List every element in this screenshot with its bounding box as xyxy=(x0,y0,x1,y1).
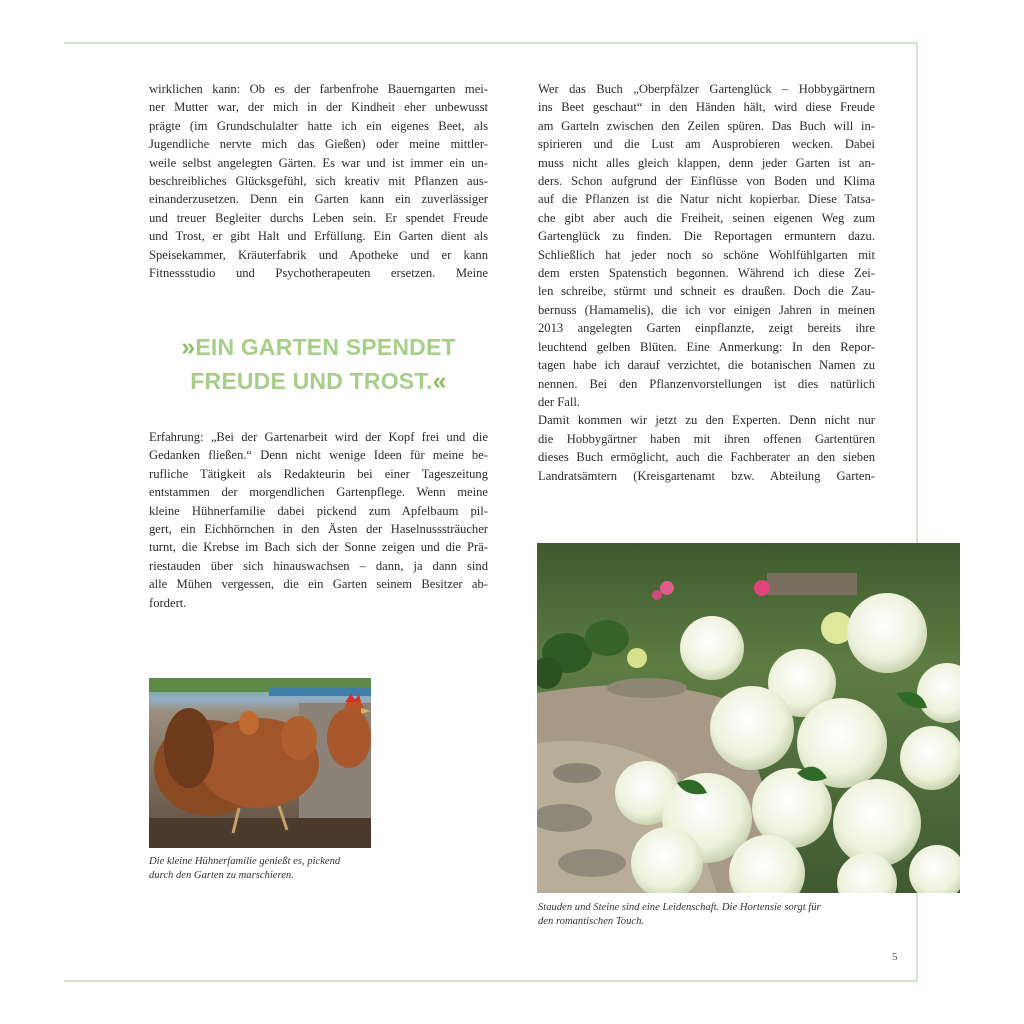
text-line: Gartenglück zu finden. Die Reportagen ermuntern dazu. xyxy=(538,229,875,244)
quote-close-mark: « xyxy=(432,367,447,395)
text-line: fordert. xyxy=(149,595,187,610)
text-line: Erfahrung: „Bei der Gartenarbeit wird der Kopf frei und die xyxy=(149,430,488,444)
text-line: dieses Buch ermöglicht, auch die Fachberater an den sieben xyxy=(538,450,875,465)
text-line: einanderzusetzen. Denn ein Garten kann ein zuverlässiger xyxy=(149,192,488,207)
text-line: bernuss (Hamamelis), die ich vor einigen Jahren in meinen xyxy=(538,302,875,317)
page-frame-top xyxy=(64,42,918,44)
pull-quote-text1: EIN GARTEN SPENDET xyxy=(195,334,456,360)
column2-paragraph xyxy=(538,80,875,485)
text-line: weile selbst angelegten Gärten. Es war und ist immer ein un- xyxy=(149,155,488,170)
text-line: Gedanken fließen.“ Denn nicht wenige Ideen für meine be- xyxy=(149,448,488,463)
chickens-photo xyxy=(149,678,371,848)
text-line: wirklichen kann: Ob es der farbenfrohe Bauerngarten mei- xyxy=(149,82,488,96)
caption-line: Die kleine Hühnerfamilie genießt es, pickend xyxy=(149,856,341,867)
caption-line: Stauden und Steine sind eine Leidenschaft. Die Hortensie sorgt für xyxy=(538,902,821,913)
text-line: entstammen der morgendlichen Gartenpflege. Wenn meine xyxy=(149,485,488,500)
text-line: dem ersten Spatenstich begonnen. Während ich diese Zei- xyxy=(538,266,875,281)
text-line: muss nicht alles gleich klappen, denn jeder Garten ist an- xyxy=(538,155,875,170)
chickens-caption xyxy=(149,855,389,883)
text-line: riestauden über sich hinauswachsen – dann, ja dann sind xyxy=(149,558,488,573)
text-line: ins Beet geschaut“ in den Händen hält, wird diese Freude xyxy=(538,100,875,115)
text-line: Wer das Buch „Oberpfälzer Gartenglück – Hobbygärtnern xyxy=(538,82,875,96)
caption-line: durch den Garten zu marschieren. xyxy=(149,870,294,881)
text-line: die Hobbygärtner haben mit ihren offenen Gartentüren xyxy=(538,431,875,446)
text-line: und Trost, er gibt Halt und Erfüllung. Ein Garten dient als xyxy=(149,229,488,244)
text-line: beschreibliches Glücksgefühl, sich kreativ mit Pflanzen aus- xyxy=(149,174,488,189)
text-line: spirieren und die Lust am Ausprobieren wecken. Dabei xyxy=(538,137,875,152)
text-line: Fitnessstudio und Psychotherapeuten ersetzen. Meine xyxy=(149,266,488,281)
garden-caption xyxy=(538,901,898,929)
caption-line: den romantischen Touch. xyxy=(538,916,645,927)
text-line: und treuer Begleiter durchs Leben sein. Er spendet Freude xyxy=(149,210,488,225)
text-line: Schließlich hat jeder noch so schöne Wohlfühlgarten mit xyxy=(538,247,875,262)
page-frame-bottom xyxy=(64,980,918,982)
chickens-illustration xyxy=(149,678,371,848)
quote-open-mark: » xyxy=(181,333,196,361)
text-line: prägte (im Grundschulalter hatte ich ein eigenes Beet, als xyxy=(149,118,488,133)
column1-mid-paragraph xyxy=(149,428,488,612)
text-line: ders. Schon aufgrund der Einflüsse von Boden und Klima xyxy=(538,174,875,189)
garden-illustration xyxy=(537,543,960,893)
page-number: 5 xyxy=(892,951,898,963)
pull-quote-text2: FREUDE UND TROST. xyxy=(190,368,433,394)
text-line: alle Mühen vergessen, die ein Garten seinem Besitzer ab- xyxy=(149,577,488,592)
text-line: Jugendliche nervte mich das Gießen) oder meine mittler- xyxy=(149,137,488,152)
text-line: kleine Hühnerfamilie dabei pickend zum Apfelbaum pil- xyxy=(149,503,488,518)
text-line: Speisekammer, Kräuterfabrik und Apotheke und er kann xyxy=(149,247,488,262)
text-line: rufliche Tätigkeit als Redakteurin bei einer Tageszeitung xyxy=(149,466,488,481)
text-line: Damit kommen wir jetzt zu den Experten. Denn nicht nur xyxy=(538,413,875,428)
text-line: len schreibe, stürmt und schneit es draußen. Doch die Zau- xyxy=(538,284,875,299)
text-line: gert, ein Eichhörnchen in den Ästen der Haselnusssträucher xyxy=(149,522,488,537)
text-line: tagen habe ich darauf verzichtet, die botanischen Namen zu xyxy=(538,358,875,373)
text-line: nennen. Bei den Pflanzenvorstellungen ist dies natürlich xyxy=(538,376,875,391)
text-line: der Fall. xyxy=(538,394,580,409)
text-line: che gibt aber auch die Freiheit, seinen eigenen Weg zum xyxy=(538,210,875,225)
text-line: Landratsämtern (Kreisgartenamt bzw. Abteilung Garten- xyxy=(538,468,875,483)
text-line: 2013 angelegten Garten einpflanzte, zeigt bereits ihre xyxy=(538,321,875,336)
text-line: auf die Pflanzen ist die Natur nicht kopierbar. Diese Tatsa- xyxy=(538,192,875,207)
column1-top-paragraph xyxy=(149,80,488,282)
pull-quote xyxy=(149,330,488,398)
text-line: ner Mutter war, der mich in der Kindheit eher unbewusst xyxy=(149,100,488,115)
text-line: leuchtend gelben Blüten. Eine Anmerkung: In den Repor- xyxy=(538,339,875,354)
pull-quote-line2 xyxy=(149,364,488,398)
garden-hydrangea-photo xyxy=(537,543,960,893)
text-line: am Garteln zwischen den Zeilen spüren. Das Buch will in- xyxy=(538,118,875,133)
text-line: turnt, die Krebse im Bach sich der Sonne zeigen und die Prä- xyxy=(149,540,488,555)
pull-quote-line1 xyxy=(149,330,488,364)
